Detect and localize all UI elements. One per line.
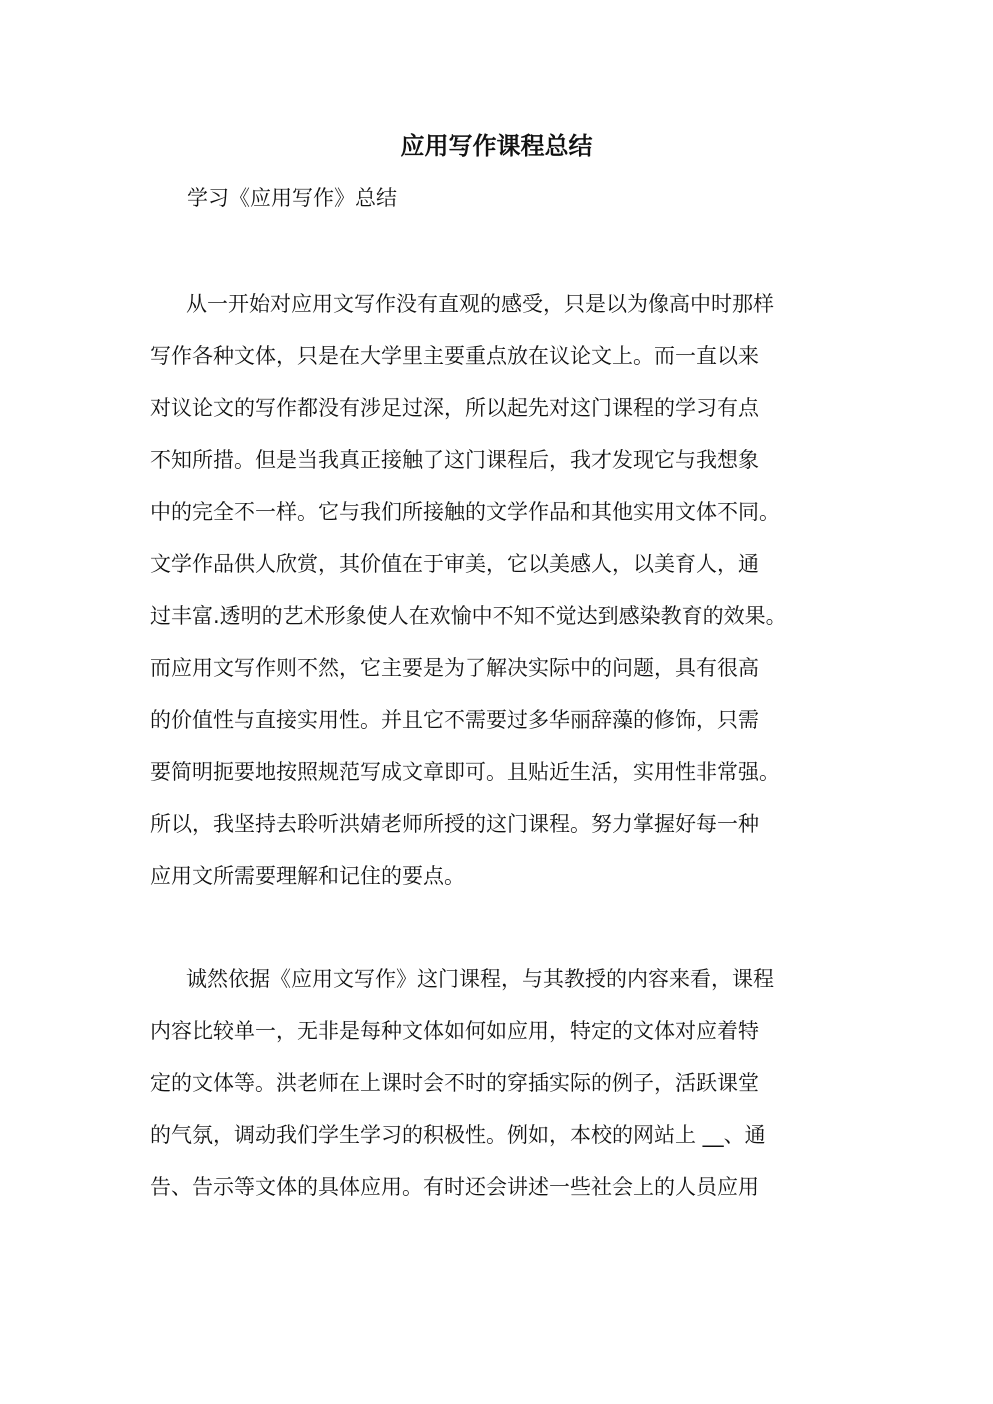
- paragraph-1-line-6: 文学作品供人欣赏，其价值在于审美，它以美感人，以美育人，通: [150, 552, 759, 576]
- paragraph-2-line-5: 告、告示等文体的具体应用。有时还会讲述一些社会上的人员应用: [150, 1175, 759, 1199]
- document-title: 应用写作课程总结: [400, 132, 593, 160]
- paragraph-1-line-9: 的价值性与直接实用性。并且它不需要过多华丽辞藻的修饰，只需: [150, 708, 759, 732]
- document-subtitle: 学习《应用写作》总结: [187, 186, 397, 210]
- paragraph-2-line-2: 内容比较单一，无非是每种文体如何如应用，特定的文体对应着特: [150, 1019, 759, 1043]
- paragraph-1-line-1: 从一开始对应用文写作没有直观的感受，只是以为像高中时那样: [186, 292, 774, 316]
- paragraph-2-line-1: 诚然依据《应用文写作》这门课程，与其教授的内容来看，课程: [186, 967, 774, 991]
- paragraph-1-line-3: 对议论文的写作都没有涉足过深，所以起先对这门课程的学习有点: [150, 396, 759, 420]
- paragraph-1-line-7: 过丰富.透明的艺术形象使人在欢愉中不知不觉达到感染教育的效果。: [150, 604, 787, 628]
- paragraph-1-line-8: 而应用文写作则不然，它主要是为了解决实际中的问题，具有很高: [150, 656, 759, 680]
- paragraph-2-line-3: 定的文体等。洪老师在上课时会不时的穿插实际的例子，活跃课堂: [150, 1071, 759, 1095]
- paragraph-1-line-5: 中的完全不一样。它与我们所接触的文学作品和其他实用文体不同。: [150, 500, 780, 524]
- paragraph-1-line-10: 要简明扼要地按照规范写成文章即可。且贴近生活，实用性非常强。: [150, 760, 780, 784]
- paragraph-1-line-2: 写作各种文体，只是在大学里主要重点放在议论文上。而一直以来: [150, 344, 759, 368]
- paragraph-1-line-4: 不知所措。但是当我真正接触了这门课程后，我才发现它与我想象: [150, 448, 759, 472]
- paragraph-1-line-11: 所以，我坚持去聆听洪婧老师所授的这门课程。努力掌握好每一种: [150, 812, 759, 836]
- paragraph-2-line-4: 的气氛，调动我们学生学习的积极性。例如，本校的网站上 __、通: [150, 1123, 766, 1147]
- paragraph-1-line-12: 应用文所需要理解和记住的要点。: [150, 864, 465, 888]
